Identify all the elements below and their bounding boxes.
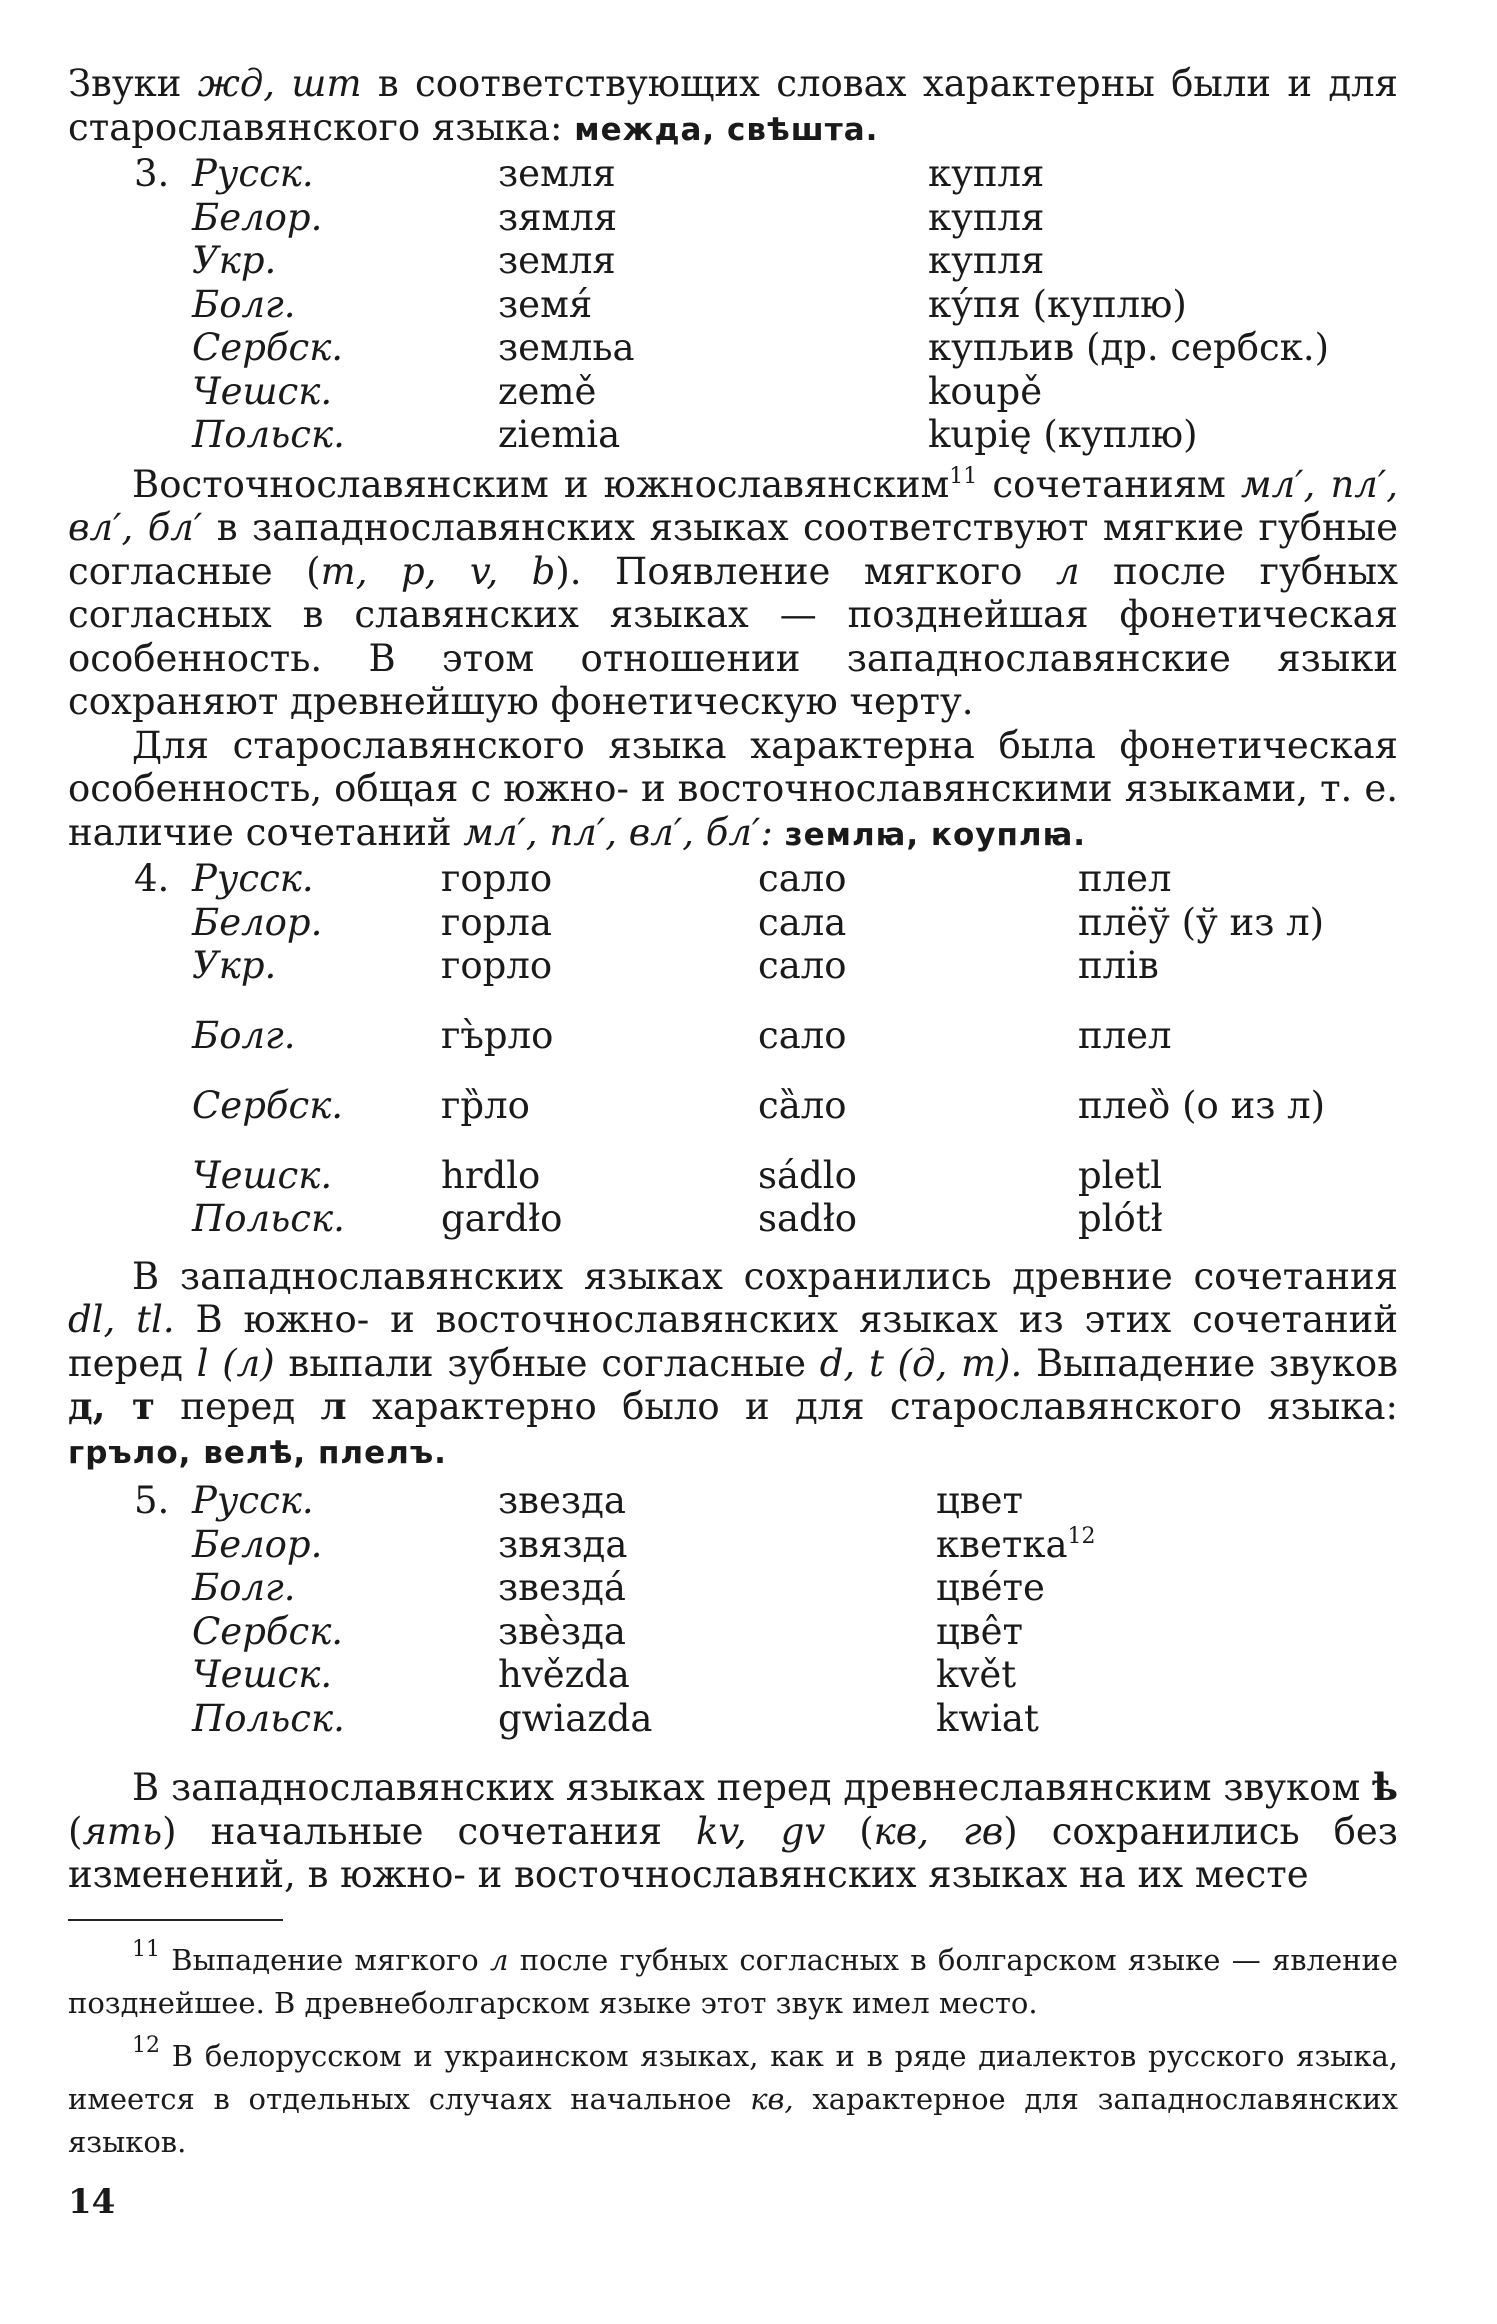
italic-text: л xyxy=(1055,549,1080,593)
word: gardło xyxy=(441,1197,563,1240)
table-row xyxy=(68,370,1398,414)
italic-text: кв, xyxy=(750,2081,794,2116)
word: купля xyxy=(928,239,1045,282)
example-table-3 xyxy=(68,152,1398,457)
footnote-11 xyxy=(68,1936,1399,2025)
text: в соответствующих словах характерны были и для старославянского языка: xyxy=(68,62,1398,149)
language-label: Польск. xyxy=(192,1197,345,1240)
text: после губных согласных в болгарском языке — явление позднейшее. В древнеболгарском языке этот звук имел место. xyxy=(68,1942,1399,2020)
word: са̏ло xyxy=(758,1083,847,1127)
footnote-ref: 11 xyxy=(949,463,978,489)
word: plótł xyxy=(1078,1197,1163,1240)
word: hrdlo xyxy=(441,1153,541,1197)
word xyxy=(936,1653,1016,1697)
word: сало xyxy=(758,857,847,900)
language-label: Болг. xyxy=(192,1013,296,1057)
word xyxy=(936,1523,1096,1567)
example-table-4 xyxy=(68,857,1398,1241)
language-label: Белор. xyxy=(192,1522,323,1566)
language-label: Чешск. xyxy=(192,369,333,413)
word-text: kwiat xyxy=(936,1696,1039,1740)
word: koupě xyxy=(928,369,1043,413)
table-row xyxy=(68,901,1398,945)
table-row xyxy=(68,1697,1398,1741)
word: купля xyxy=(928,195,1045,239)
table-row xyxy=(68,1058,1398,1128)
bold-text: д, т xyxy=(68,1384,155,1428)
text: В белорусском и украинском языках, как и в ряде диалектов русского языка, имеется в отдельных случаях начальное xyxy=(68,2038,1398,2116)
table-row xyxy=(68,857,1398,901)
word: плёў (ў из л) xyxy=(1078,900,1325,944)
word: pletl xyxy=(1078,1153,1163,1197)
word-text: цвéте xyxy=(936,1566,1045,1609)
word: плео̏ (о из л) xyxy=(1078,1083,1326,1127)
old-slavonic-text: межда, свѣшта. xyxy=(574,111,879,148)
word: сало xyxy=(758,944,847,987)
page-number: 14 xyxy=(68,2182,116,2222)
language-label: Укр. xyxy=(192,944,277,987)
paragraph-5 xyxy=(68,1766,1398,1897)
word: звезда́ xyxy=(498,1566,626,1609)
language-label: Польск. xyxy=(192,413,345,456)
bold-text: л xyxy=(320,1384,347,1428)
language-label: Белор. xyxy=(192,900,323,944)
text: Выпадение звуков xyxy=(1022,1341,1398,1385)
word: gwiazda xyxy=(498,1696,653,1740)
language-label: Сербск. xyxy=(192,1083,344,1127)
word: горло xyxy=(441,857,553,900)
italic-text: dl, tl. xyxy=(68,1298,175,1341)
word: горло xyxy=(441,944,553,987)
word: sádlo xyxy=(758,1153,857,1197)
text: ) сохранились без изменений, в южно- и восточнославянских языках на их месте xyxy=(68,1809,1398,1896)
italic-text: кв, гв xyxy=(873,1809,1004,1853)
text: В южно- и восточнославянских языках из этих сочетаний перед xyxy=(68,1298,1398,1385)
footnote-ref: 12 xyxy=(1067,1523,1096,1549)
italic-text: l (л) xyxy=(196,1341,275,1385)
text: после губных согласных в славянских языках — позднейшая фонетическая особенность. В этом отношении западнославянские языки сохраняют древнейшую фонетическую черту. xyxy=(68,549,1398,723)
old-slavonic-text: землꙗ, коуплꙗ. xyxy=(784,816,1087,853)
text: Для старославянского языка характерна была фонетическая особенность, общая с южно- и восточнославянскими языками, т. е. наличие сочетаний xyxy=(68,723,1398,854)
word: купљив (др. сербск.) xyxy=(928,326,1330,369)
text xyxy=(773,811,785,854)
italic-text: жд, шт xyxy=(197,62,362,105)
language-label: Польск. xyxy=(192,1696,345,1740)
text: характерное для западнославянских языков. xyxy=(68,2081,1398,2159)
word: плел xyxy=(1078,1013,1172,1057)
language-label: Чешск. xyxy=(192,1153,333,1197)
word: зямля xyxy=(498,195,618,239)
old-slavonic-text: гръло, велѣ, плелъ. xyxy=(68,1434,447,1471)
footnote-number: 12 xyxy=(132,2032,160,2058)
language-label: Укр. xyxy=(192,239,277,282)
table-row xyxy=(68,239,1398,283)
text: выпали зубные согласные xyxy=(274,1341,820,1385)
text: сочетаниям xyxy=(977,462,1241,506)
table-row xyxy=(68,326,1398,370)
word: гъ̀рло xyxy=(441,1013,554,1057)
table-row xyxy=(68,1610,1398,1654)
table-row xyxy=(68,1523,1398,1567)
italic-text: л xyxy=(489,1942,509,1977)
word: ку́пя (куплю) xyxy=(928,282,1187,326)
word: sadło xyxy=(758,1197,858,1240)
word: звезда xyxy=(498,1479,626,1522)
table-row xyxy=(68,283,1398,327)
page-body xyxy=(68,62,1398,2164)
language-label: Сербск. xyxy=(192,326,344,369)
table-row xyxy=(68,1653,1398,1697)
word: гр̏ло xyxy=(441,1083,530,1127)
italic-text: m, p, v, b xyxy=(320,549,556,593)
example-number: 5. xyxy=(134,1479,170,1522)
paragraph-2 xyxy=(68,463,1398,724)
word: hvězda xyxy=(498,1653,630,1696)
table-row xyxy=(68,988,1398,1058)
word: купля xyxy=(928,152,1045,195)
text: В западнославянских языках перед древнеславянским звуком xyxy=(132,1766,1372,1809)
table-row xyxy=(68,196,1398,240)
table-row xyxy=(68,152,1398,196)
language-label: Чешск. xyxy=(192,1653,333,1696)
text: характерно было и для старославянского языка: xyxy=(346,1385,1398,1428)
text: ( xyxy=(68,1809,83,1853)
word: земльа xyxy=(498,326,635,369)
word: země xyxy=(498,369,597,413)
text: Выпадение мягкого xyxy=(160,1942,490,1977)
word-text: květ xyxy=(936,1653,1017,1696)
text: Звуки xyxy=(68,62,198,105)
table-row xyxy=(68,1154,1398,1198)
text: перед xyxy=(154,1385,321,1428)
language-label: Русск. xyxy=(192,152,314,195)
table-row xyxy=(68,944,1398,988)
language-label: Белор. xyxy=(192,195,323,239)
word xyxy=(936,1566,1045,1610)
word: сало xyxy=(758,1013,847,1057)
example-table-5 xyxy=(68,1479,1398,1740)
text: Восточнославянским и южнославянским xyxy=(132,462,950,506)
word: земля xyxy=(498,152,616,195)
footnote-number: 11 xyxy=(132,1936,160,1962)
word: звѐзда xyxy=(498,1609,626,1653)
text: ) начальные сочетания xyxy=(162,1809,696,1853)
text: ). Появление мягкого xyxy=(555,549,1056,593)
word-text: цвет xyxy=(936,1479,1023,1522)
word: ziemia xyxy=(498,413,621,456)
italic-text: d, t (д, т). xyxy=(819,1341,1023,1385)
example-number: 3. xyxy=(134,152,170,195)
paragraph-4 xyxy=(68,1255,1398,1476)
table-row xyxy=(68,413,1398,457)
paragraph-3 xyxy=(68,724,1398,858)
text: ( xyxy=(825,1809,874,1853)
table-row xyxy=(68,1566,1398,1610)
footnote-divider xyxy=(68,1919,283,1921)
word: горла xyxy=(441,900,552,944)
italic-text: ять xyxy=(82,1809,163,1853)
word: сала xyxy=(758,900,847,944)
italic-text: kv, gv xyxy=(695,1809,826,1853)
table-row xyxy=(68,1479,1398,1523)
footnote-12 xyxy=(68,2032,1398,2164)
word: звязда xyxy=(498,1522,628,1566)
word: плел xyxy=(1078,857,1172,900)
word: плiв xyxy=(1078,944,1159,987)
italic-text: мл′, пл′, вл′, бл′ xyxy=(68,462,1398,549)
word xyxy=(936,1479,1023,1523)
word: земя́ xyxy=(498,282,593,326)
word: земля xyxy=(498,239,616,282)
word xyxy=(936,1610,1023,1654)
word: kupię (куплю) xyxy=(928,413,1198,456)
table-row xyxy=(68,1197,1398,1241)
text: в западнославянских языках соответствуют мягкие губные согласные ( xyxy=(68,506,1398,593)
paragraph-1 xyxy=(68,62,1398,152)
language-label: Болг. xyxy=(192,282,296,326)
italic-text: мл′, пл′, вл′, бл′: xyxy=(463,810,773,854)
word-text: кветка xyxy=(936,1522,1068,1566)
language-label: Болг. xyxy=(192,1566,296,1609)
word-text: цвêт xyxy=(936,1609,1023,1653)
language-label: Русск. xyxy=(192,857,314,900)
language-label: Сербск. xyxy=(192,1609,344,1653)
word xyxy=(936,1697,1039,1741)
language-label: Русск. xyxy=(192,1479,314,1522)
example-number: 4. xyxy=(134,857,170,900)
bold-text: ѣ xyxy=(1372,1765,1399,1809)
text: В западнославянских языках сохранились древние сочетания xyxy=(132,1254,1398,1298)
